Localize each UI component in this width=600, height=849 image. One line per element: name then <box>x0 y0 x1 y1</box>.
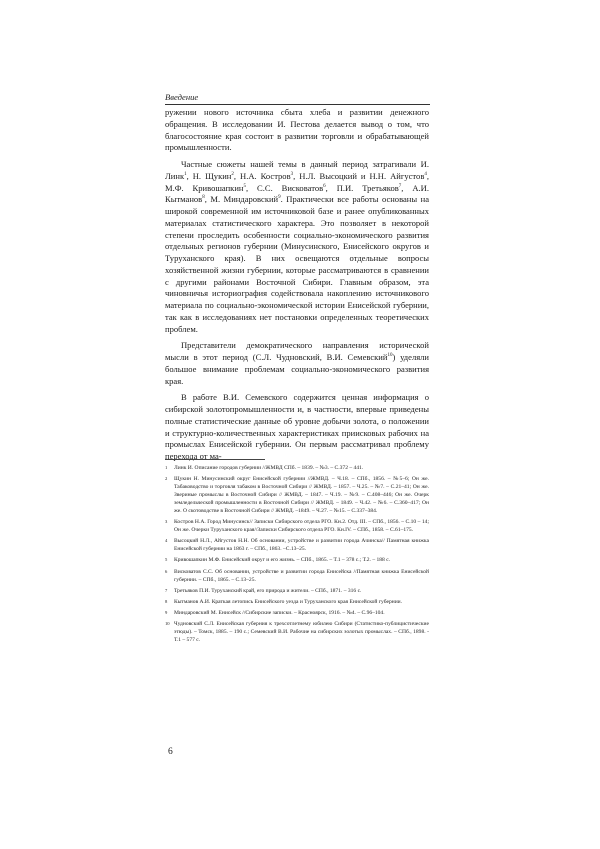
footnote-text: Третьяков П.И. Туруханский край, его природа и жители. – СПб., 1871. – 316 с. <box>174 587 362 594</box>
footnote-text: Миндаровский М. Енисейск //Сибирские записки. – Красноярск, 1916. – №4. – С.96–104. <box>174 609 385 616</box>
footnote <box>165 475 429 515</box>
footnote-text: Висковатов С.С. Об основании, устройстве и развитии города Енисейска //Памятная книжка Енисейской губернии. – СПб., 1865. – С.13–25. <box>174 568 429 583</box>
footnote-ref: 10 <box>387 353 393 359</box>
footnote <box>165 587 429 595</box>
footnote <box>165 518 429 534</box>
footnote-ref: 1 <box>184 171 187 177</box>
footnote <box>165 598 429 606</box>
text-run: Представители демократического направления исторической мысли в этот период (С.Л. Чудновский, В.И. Семевский <box>165 340 429 362</box>
page-number: 6 <box>168 747 173 757</box>
footnote-text: Костров Н.А. Город Минусинск// Записки Сибирского отдела РГО. Кн.2. Отд. III. – СПб., 1856. – С.10 – 14; Он же. Очерки Туруханского края//Записки Сибирского отдела РГО. Кн.IV. – СПб., 1858. – С.61–175. <box>174 519 429 534</box>
footnote-ref: 3 <box>290 171 294 177</box>
footnote-ref: 5 <box>243 183 246 189</box>
footnote <box>165 464 429 472</box>
footnote-number: 4 <box>165 538 168 544</box>
paragraph-1: ружении нового источника сбыта хлеба и развитии денежного обращения. В исследовании И. Пестова делается вывод о том, что благосостояние края состоит в развитии торговли и обрабатывающей промышленности. <box>165 107 429 153</box>
footnote <box>165 609 429 617</box>
footnote-text: Чудновский С.Л. Енисейская губерния к трехсотлетнему юбилею Сибири (Статистико-публицистические этюды). – Томск, 1885. – 190 с.; Семевский В.И. Рабочие на сибирских золотых промыслах. – СПб., 1898. - Т.1 – 577 с. <box>174 620 429 643</box>
text-run: , М. Миндаровский <box>204 194 279 205</box>
text-run: ) уделяли большое внимание проблемам социально-экономического развития края. <box>165 352 429 386</box>
footnote-ref: 8 <box>202 195 205 201</box>
text-run: , С.С. Висковатов <box>245 182 324 193</box>
paragraph-2 <box>165 159 429 335</box>
footnote-ref: 4 <box>424 171 427 177</box>
text-run: , Н.А. Костров <box>233 170 291 181</box>
footnote-text: Щукин Н. Минусинский округ Енисейской губернии //ЖМВД. – Ч.18. – СПб., 1856. – №5–6; Он же. Табаководство и торговля табаком в Восточной Сибири // ЖМВД. – 1857. – Ч.25. – №7. – С.21–41; Он же. Звериные промыслы в Восточной Сибири // ЖМВД. – 1847. – Ч.19. – №9. – С.408–446; Он же. Очерк земледельческой промышленности в Восточной Сибири // ЖМВД. – 1849. – Ч.42. – №6. – С.360–417; Он же. О скотоводстве в Восточной Сибири // ЖМВД. –1849. – Ч.27. – №15. – С.337–384. <box>174 476 429 515</box>
footnote-number: 3 <box>165 519 168 525</box>
text-run: , М.Ф. Кривошапкин <box>165 170 429 193</box>
text-run: , А.И. Кытманов <box>165 182 429 205</box>
text-run: Частные сюжеты нашей темы в данный период затрагивали И. Линк <box>165 159 429 181</box>
main-text <box>165 107 429 463</box>
footnote <box>165 620 429 644</box>
text-run: , Н. Щукин <box>186 170 232 181</box>
footnote-number: 2 <box>165 476 168 482</box>
footnote-number: 8 <box>165 598 168 604</box>
paragraph-3 <box>165 340 429 387</box>
footnote <box>165 556 429 564</box>
footnote-rule <box>165 459 265 460</box>
footnote-number: 1 <box>165 465 168 470</box>
header-rule <box>165 104 430 105</box>
footnote-number: 10 <box>165 620 170 626</box>
footnote-text: Кытманов А.И. Краткая летопись Енисейского уезда и Туруханского края Енисейской губернии. <box>174 598 403 605</box>
footnote <box>165 537 429 553</box>
footnote-ref: 7 <box>398 183 402 189</box>
footnote-number: 6 <box>165 568 168 574</box>
footnote-number: 5 <box>165 557 168 563</box>
paragraph-4: В работе В.И. Семевского содержится ценная информация о сибирской золотопромышленности и, в частности, впервые приведены полные статистические данные об уровне добычи золота, о положении и структурно-количественных характеристиках приисковых рабочих на промыслах Енисейской губернии. Он первым рассматривал проблему перехода от ма- <box>165 392 429 461</box>
footnotes <box>165 464 429 647</box>
running-title: Введение <box>165 92 199 102</box>
footnote-number: 7 <box>165 587 168 593</box>
footnote-ref: 9 <box>278 195 281 201</box>
footnote-text: Кривошапкин М.Ф. Енисейский округ и его жизнь. – СПб., 1865. – Т.1 – 378 с.; Т.2. – 188 с. <box>174 557 391 564</box>
footnote-text: Линк И. Описание городов губернии //ЖМВД СПб. – 1839. – №3. – С.372 – 441. <box>174 465 364 471</box>
footnote-number: 9 <box>165 609 168 615</box>
footnote-text: Высоцкий Н.Л., Айгустов Н.Н. Об основании, устройстве и развитии города Ачинска// Памятная книжка Енисейской губернии на 1863 г. – СПб., 1863. –С.13–25. <box>174 538 429 553</box>
text-run: . Практически все работы основаны на широкой современной им источниковой базе и ранее опубликованных материалах статистического характера. Это позволяет в некоторой степени проследить особенности социально-экономического развития отдельных регионов губернии (Минусинского, Енисейского округов и Туруханского края). В них освещаются отдельные вопросы хозяйственной жизни губернии, которые рассматриваются в сравнении с другими районами Восточной Сибири. Главным образом, эта чиновничья историография содействовала накоплению источникового материала по социально-экономической истории Енисейской губернии, так как в исследованиях нет постановки определенных теоретических проблем. <box>165 194 429 334</box>
footnote-ref: 6 <box>323 183 326 189</box>
footnote <box>165 568 429 584</box>
text-run: , П.И. Третьяков <box>325 182 399 193</box>
footnote-ref: 2 <box>231 171 234 177</box>
text-run: , Н.Л. Высоцкий и Н.Н. Айгустов <box>293 170 425 181</box>
